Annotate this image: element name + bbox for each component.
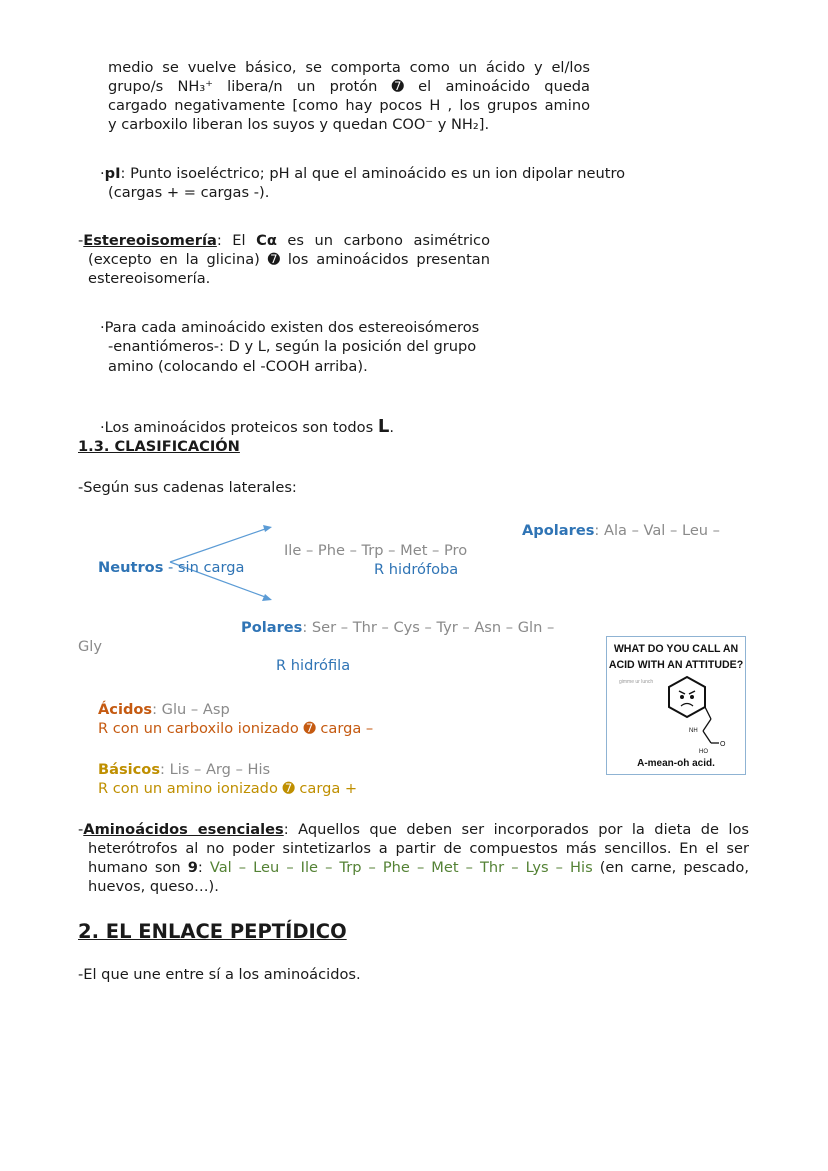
basicos-line (98, 760, 270, 780)
esenciales-line1 (78, 820, 749, 840)
basicos-desc: R con un amino ionizado ➐ carga + (98, 780, 358, 797)
arrow-head-polares (262, 594, 272, 601)
estereo-sub2-text: ·Los aminoácidos proteicos son todos (100, 419, 378, 436)
estereo-sub2-end: . (389, 419, 394, 436)
left-eye (680, 695, 684, 699)
meme-small-text: gimme ur lunch (619, 679, 654, 685)
polares-line (241, 618, 554, 638)
apolares-label: Apolares (522, 522, 595, 539)
apolares-r: R hidrófoba (374, 561, 459, 578)
estereo-term: Estereoisomería (83, 232, 217, 249)
esenciales-num: 9 (187, 859, 198, 876)
arrow-head-apolares (263, 525, 272, 532)
esenciales-line2: heterótrofos al no poder sintetizarlos a partir de compuestos más sencillos. En el ser (88, 840, 749, 857)
basicos-label: Básicos (98, 761, 161, 778)
esenciales-l3b: : (197, 859, 210, 876)
esenciales-line3 (88, 858, 749, 878)
p1-line3: cargado negativamente [como hay pocos H , los grupos amino (108, 97, 590, 114)
pi-term: pI (104, 165, 121, 182)
meme-title (607, 641, 745, 673)
hexagon-ring (669, 677, 705, 717)
meme-image (606, 636, 746, 775)
arrow-to-apolares (170, 528, 268, 562)
heading-enlace-peptidico: 2. EL ENLACE PEPTÍDICO (78, 920, 347, 943)
polares-label: Polares (241, 619, 303, 636)
estereo-text-b: es un carbono asimétrico (276, 232, 490, 249)
pi-def: : Punto isoeléctrico; pH al que el aminoácido es un ion dipolar neutro (120, 165, 626, 182)
section2-text: -El que une entre sí a los aminoácidos. (78, 966, 361, 983)
estereo-line2: (excepto en la glicina) ➐ los aminoácidos presentan (88, 251, 490, 268)
p1-line1: medio se vuelve básico, se comporta como un ácido y el/los (108, 59, 590, 76)
polares-r: R hidrófila (276, 657, 351, 674)
frown (681, 704, 693, 707)
right-eye (690, 695, 694, 699)
estereo-line3: estereoisomería. (88, 270, 211, 287)
estereo-text-a: : El (216, 232, 257, 249)
esenciales-list: Val – Leu – Ile – Trp – Phe – Met – Thr – Lys – His (209, 859, 593, 876)
apolares-list: : Ala – Val – Leu – (594, 522, 720, 539)
estereo-sub2-L: L (377, 416, 390, 437)
acidos-line (98, 700, 230, 720)
pi-line2: (cargas + = cargas -). (108, 184, 270, 201)
esenciales-line4: huevos, queso…). (88, 878, 219, 895)
meme-o: O (720, 741, 726, 748)
polares-list: : Ser – Thr – Cys – Tyr – Asn – Gln – (302, 619, 555, 636)
sin-carga: - sin carga (163, 559, 245, 576)
angry-benzene-icon (607, 673, 745, 757)
bond-1 (705, 707, 711, 719)
pi-line1 (100, 164, 625, 184)
pi-dot: · (100, 165, 105, 182)
apolares-cont: Ile – Phe – Trp – Met – Pro (284, 542, 468, 559)
right-brow (689, 691, 695, 694)
estereo-sub1-line3: amino (colocando el -COOH arriba). (108, 358, 368, 375)
clasificacion-intro: -Según sus cadenas laterales: (78, 479, 297, 496)
meme-nh: NH (689, 728, 698, 734)
apolares-line (522, 521, 720, 541)
polares-cont: Gly (78, 638, 102, 655)
esenciales-dash: - (78, 821, 84, 838)
acidos-label: Ácidos (98, 701, 153, 718)
c-alpha: Cα (256, 232, 277, 249)
acidos-desc: R con un carboxilo ionizado ➐ carga – (98, 720, 374, 737)
neutros-line (98, 558, 244, 578)
meme-title-line2: ACID WITH AN ATTITUDE? (608, 659, 744, 671)
esenciales-l3a: humano son (88, 859, 188, 876)
estereo-line1 (78, 231, 490, 251)
estereo-sub1-line1: ·Para cada aminoácido existen dos estereoisómeros (100, 319, 480, 336)
basicos-list: : Lis – Arg – His (160, 761, 271, 778)
p1-line4: y carboxilo liberan los suyos y quedan COO⁻ y NH₂]. (108, 116, 490, 133)
esenciales-l3c: (en carne, pescado, (592, 859, 749, 876)
bond-3 (703, 731, 711, 743)
meme-title-line1: WHAT DO YOU CALL AN (613, 643, 739, 655)
estereo-dash: - (78, 232, 84, 249)
bond-2 (703, 719, 711, 731)
estereo-sub1-line2: -enantiómeros-: D y L, según la posición del grupo (108, 338, 477, 355)
meme-ho: HO (699, 749, 708, 755)
esenciales-def: : Aquellos que deben ser incorporados por la dieta de los (283, 821, 749, 838)
acidos-list: : Glu – Asp (152, 701, 230, 718)
p1-line2: grupo/s NH₃⁺ libera/n un protón ➐ el aminoácido queda (108, 78, 590, 95)
neutros-label: Neutros (98, 559, 164, 576)
esenciales-term: Aminoácidos esenciales (83, 821, 284, 838)
heading-clasificacion: 1.3. CLASIFICACIÓN (78, 438, 240, 455)
estereo-sub2 (100, 417, 394, 438)
left-brow (679, 691, 685, 694)
meme-caption: A-mean-oh acid. (637, 758, 715, 769)
